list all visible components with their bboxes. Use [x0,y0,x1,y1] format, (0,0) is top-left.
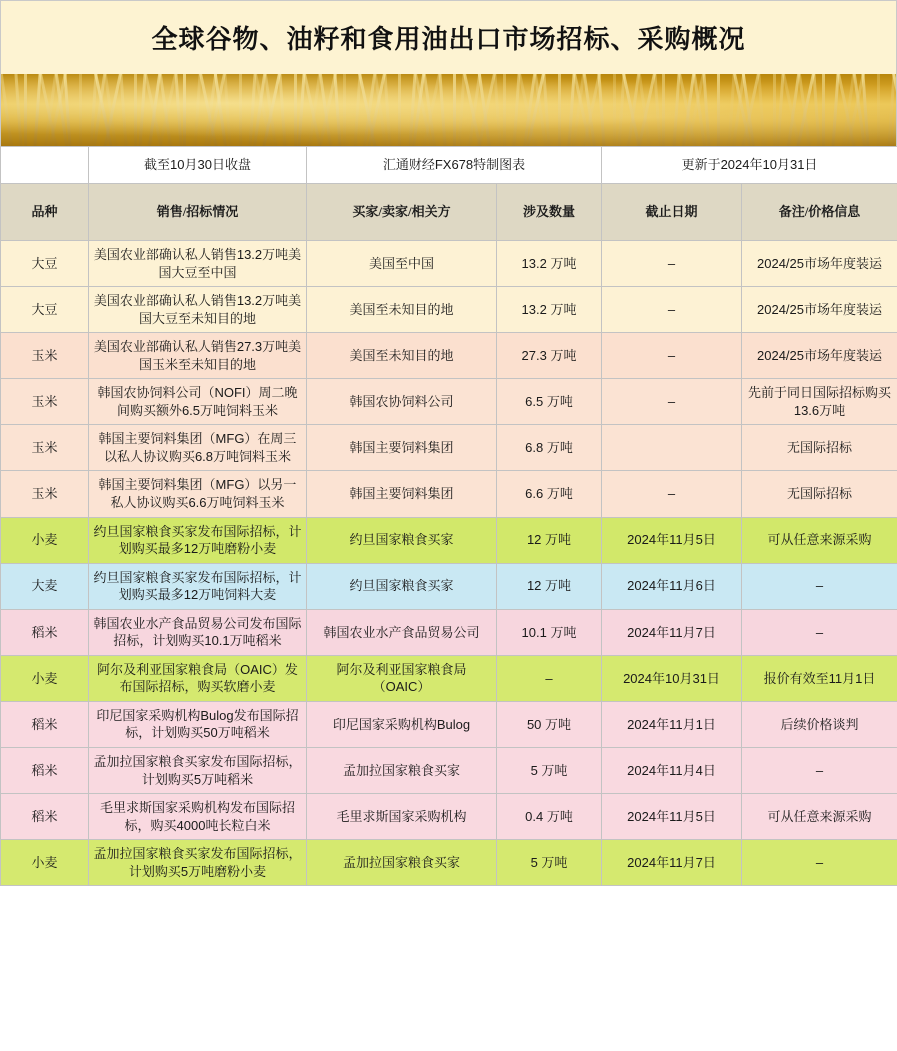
banner-glow [1,74,896,146]
wheat-banner-image [0,74,897,146]
table-row [1,701,897,747]
cell-variety: 玉米 [1,425,89,471]
cell-party: 韩国农协饲料公司 [307,379,497,425]
meta-source-note: 汇通财经FX678特制图表 [307,147,602,184]
table-row [1,517,897,563]
cell-deadline [602,425,742,471]
table-body [1,241,897,886]
table-row [1,655,897,701]
table-row [1,425,897,471]
cell-detail: 韩国农协饲料公司（NOFI）周二晚间购买额外6.5万吨饲料玉米 [89,379,307,425]
table-header-row [1,184,897,241]
meta-update-note: 更新于2024年10月31日 [602,147,897,184]
cell-note: 可从任意来源采购 [742,517,897,563]
cell-detail: 美国农业部确认私人销售27.3万吨美国玉米至未知目的地 [89,333,307,379]
column-header-quantity: 涉及数量 [497,184,602,241]
cell-note: 2024/25市场年度装运 [742,287,897,333]
report-title-bar [0,0,897,74]
cell-party: 孟加拉国家粮食买家 [307,748,497,794]
cell-variety: 稻米 [1,609,89,655]
cell-quantity: 6.8 万吨 [497,425,602,471]
cell-deadline: 2024年11月5日 [602,794,742,840]
cell-party: 孟加拉国家粮食买家 [307,840,497,886]
cell-party: 美国至未知目的地 [307,287,497,333]
cell-detail: 约旦国家粮食买家发布国际招标，计划购买最多12万吨饲料大麦 [89,563,307,609]
page-title: 全球谷物、油籽和食用油出口市场招标、采购概况 [151,25,746,54]
cell-quantity: 13.2 万吨 [497,241,602,287]
cell-quantity: 12 万吨 [497,517,602,563]
cell-deadline: 2024年11月4日 [602,748,742,794]
table-row [1,241,897,287]
table-row [1,471,897,517]
cell-detail: 毛里求斯国家采购机构发布国际招标，购买4000吨长粒白米 [89,794,307,840]
cell-note: 先前于同日国际招标购买13.6万吨 [742,379,897,425]
cell-party: 美国至未知目的地 [307,333,497,379]
cell-note: – [742,563,897,609]
cell-variety: 大麦 [1,563,89,609]
cell-detail: 约旦国家粮食买家发布国际招标，计划购买最多12万吨磨粉小麦 [89,517,307,563]
cell-party: 美国至中国 [307,241,497,287]
cell-variety: 稻米 [1,748,89,794]
cell-quantity: 50 万吨 [497,701,602,747]
cell-note: 无国际招标 [742,471,897,517]
table-row [1,333,897,379]
cell-deadline: 2024年11月7日 [602,609,742,655]
cell-detail: 孟加拉国家粮食买家发布国际招标，计划购买5万吨稻米 [89,748,307,794]
cell-quantity: 12 万吨 [497,563,602,609]
cell-variety: 稻米 [1,794,89,840]
table-row [1,840,897,886]
column-header-note: 备注/价格信息 [742,184,897,241]
cell-deadline: – [602,241,742,287]
cell-variety: 玉米 [1,333,89,379]
cell-deadline: 2024年11月1日 [602,701,742,747]
cell-detail: 印尼国家采购机构Bulog发布国际招标，计划购买50万吨稻米 [89,701,307,747]
cell-variety: 大豆 [1,287,89,333]
cell-quantity: 0.4 万吨 [497,794,602,840]
table-row [1,287,897,333]
table-row [1,563,897,609]
column-header-party: 买家/卖家/相关方 [307,184,497,241]
cell-deadline: – [602,379,742,425]
cell-quantity: 6.6 万吨 [497,471,602,517]
cell-party: 韩国主要饲料集团 [307,425,497,471]
cell-detail: 美国农业部确认私人销售13.2万吨美国大豆至未知目的地 [89,287,307,333]
cell-variety: 玉米 [1,471,89,517]
cell-note: – [742,840,897,886]
cell-party: 阿尔及利亚国家粮食局（OAIC） [307,655,497,701]
cell-deadline: 2024年11月7日 [602,840,742,886]
cell-note: 无国际招标 [742,425,897,471]
tender-table [0,146,897,886]
cell-quantity: 5 万吨 [497,748,602,794]
cell-detail: 韩国主要饲料集团（MFG）以另一私人协议购买6.6万吨饲料玉米 [89,471,307,517]
meta-row [1,147,897,184]
cell-note: 报价有效至11月1日 [742,655,897,701]
cell-variety: 玉米 [1,379,89,425]
cell-variety: 大豆 [1,241,89,287]
column-header-deadline: 截止日期 [602,184,742,241]
table-row [1,794,897,840]
cell-deadline: – [602,333,742,379]
cell-detail: 美国农业部确认私人销售13.2万吨美国大豆至中国 [89,241,307,287]
cell-party: 约旦国家粮食买家 [307,517,497,563]
cell-quantity: 10.1 万吨 [497,609,602,655]
cell-deadline: 2024年10月31日 [602,655,742,701]
cell-party: 毛里求斯国家采购机构 [307,794,497,840]
table-row [1,748,897,794]
cell-detail: 韩国农业水产食品贸易公司发布国际招标，计划购买10.1万吨稻米 [89,609,307,655]
column-header-variety: 品种 [1,184,89,241]
cell-detail: 阿尔及利亚国家粮食局（OAIC）发布国际招标，购买软磨小麦 [89,655,307,701]
cell-detail: 韩国主要饲料集团（MFG）在周三以私人协议购买6.8万吨饲料玉米 [89,425,307,471]
cell-note: 后续价格谈判 [742,701,897,747]
meta-close-note: 截至10月30日收盘 [89,147,307,184]
cell-variety: 小麦 [1,655,89,701]
cell-quantity: 5 万吨 [497,840,602,886]
cell-quantity: 6.5 万吨 [497,379,602,425]
cell-deadline: – [602,471,742,517]
table-row [1,609,897,655]
column-header-detail: 销售/招标情况 [89,184,307,241]
meta-empty-left [1,147,89,184]
cell-party: 韩国农业水产食品贸易公司 [307,609,497,655]
cell-note: 2024/25市场年度装运 [742,333,897,379]
cell-party: 约旦国家粮食买家 [307,563,497,609]
cell-variety: 小麦 [1,517,89,563]
cell-party: 印尼国家采购机构Bulog [307,701,497,747]
cell-note: 可从任意来源采购 [742,794,897,840]
cell-quantity: – [497,655,602,701]
cell-variety: 小麦 [1,840,89,886]
cell-deadline: 2024年11月6日 [602,563,742,609]
cell-note: – [742,609,897,655]
table-row [1,379,897,425]
cell-quantity: 27.3 万吨 [497,333,602,379]
cell-note: – [742,748,897,794]
cell-note: 2024/25市场年度装运 [742,241,897,287]
cell-quantity: 13.2 万吨 [497,287,602,333]
cell-detail: 孟加拉国家粮食买家发布国际招标，计划购买5万吨磨粉小麦 [89,840,307,886]
cell-party: 韩国主要饲料集团 [307,471,497,517]
cell-deadline: – [602,287,742,333]
cell-variety: 稻米 [1,701,89,747]
cell-deadline: 2024年11月5日 [602,517,742,563]
